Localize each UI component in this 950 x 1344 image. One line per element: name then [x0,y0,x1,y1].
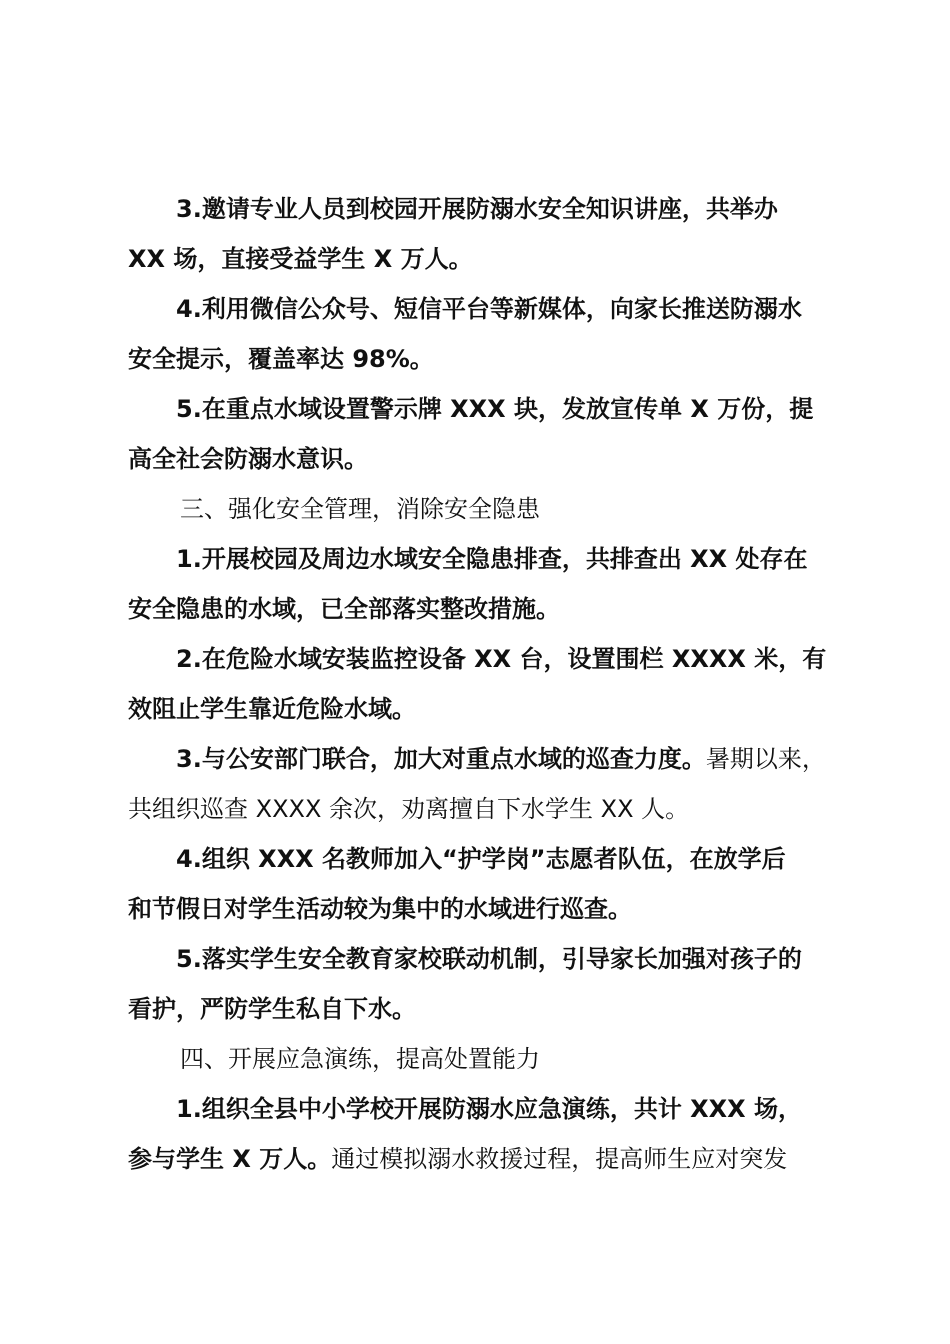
bold-text-run: 和节假日对学生活动较为集中的水域进行巡查。 [128,895,632,923]
bold-text-run: 1.开展校园及周边水域安全隐患排查，共排查出 XX 处存在 [176,545,808,573]
bold-text-run: 参与学生 X 万人。 [128,1145,332,1173]
list-item-paragraph [128,934,836,1034]
text-run: 三、强化安全管理，消除安全隐患 [180,495,540,523]
text-line [128,684,836,734]
bold-text-run: 高全社会防溺水意识。 [128,445,368,473]
text-line [128,834,836,884]
bold-text-run: 安全隐患的水域，已全部落实整改措施。 [128,595,560,623]
text-line [128,284,836,334]
text-line [128,434,836,484]
list-item-paragraph [128,184,836,284]
text-line [128,934,836,984]
bold-text-run: 4.组织 XXX 名教师加入“护学岗”志愿者队伍，在放学后 [176,845,786,873]
text-line [128,734,836,784]
bold-text-run: 看护，严防学生私自下水。 [128,995,416,1023]
list-item-paragraph [128,734,836,834]
bold-text-run: 5.落实学生安全教育家校联动机制，引导家长加强对孩子的 [176,945,802,973]
text-line [128,384,836,434]
bold-text-run: 1.组织全县中小学校开展防溺水应急演练，共计 XXX 场， [176,1095,803,1123]
bold-text-run: 安全提示，覆盖率达 98%。 [128,345,434,373]
text-line [128,584,836,634]
list-item-paragraph [128,1084,836,1184]
text-line [128,1034,836,1084]
text-line [128,784,836,834]
bold-text-run: 3.邀请专业人员到校园开展防溺水安全知识讲座，共举办 [176,195,778,223]
text-line [128,534,836,584]
list-item-paragraph [128,534,836,634]
text-line [128,334,836,384]
text-line [128,634,836,684]
bold-text-run: 2.在危险水域安装监控设备 XX 台，设置围栏 XXXX 米，有 [176,645,827,673]
text-line [128,1134,836,1184]
section-heading [128,484,836,534]
text-line [128,234,836,284]
document-body [128,184,836,1184]
bold-text-run: 4.利用微信公众号、短信平台等新媒体，向家长推送防溺水 [176,295,802,323]
text-line [128,1084,836,1134]
bold-text-run: 3.与公安部门联合，加大对重点水域的巡查力度。 [176,745,706,773]
list-item-paragraph [128,634,836,734]
section-heading [128,1034,836,1084]
text-line [128,484,836,534]
text-run: 暑期以来， [705,745,826,773]
text-run: 四、开展应急演练，提高处置能力 [180,1045,540,1073]
text-line [128,884,836,934]
text-run: 通过模拟溺水救援过程，提高师生应对突发 [331,1145,788,1173]
list-item-paragraph [128,284,836,384]
text-line [128,984,836,1034]
list-item-paragraph [128,384,836,484]
text-run: 共组织巡查 XXXX 余次，劝离擅自下水学生 XX 人。 [128,795,690,823]
list-item-paragraph [128,834,836,934]
bold-text-run: XX 场，直接受益学生 X 万人。 [128,245,473,273]
bold-text-run: 效阻止学生靠近危险水域。 [128,695,416,723]
text-line [128,184,836,234]
bold-text-run: 5.在重点水域设置警示牌 XXX 块，发放宣传单 X 万份，提 [176,395,814,423]
